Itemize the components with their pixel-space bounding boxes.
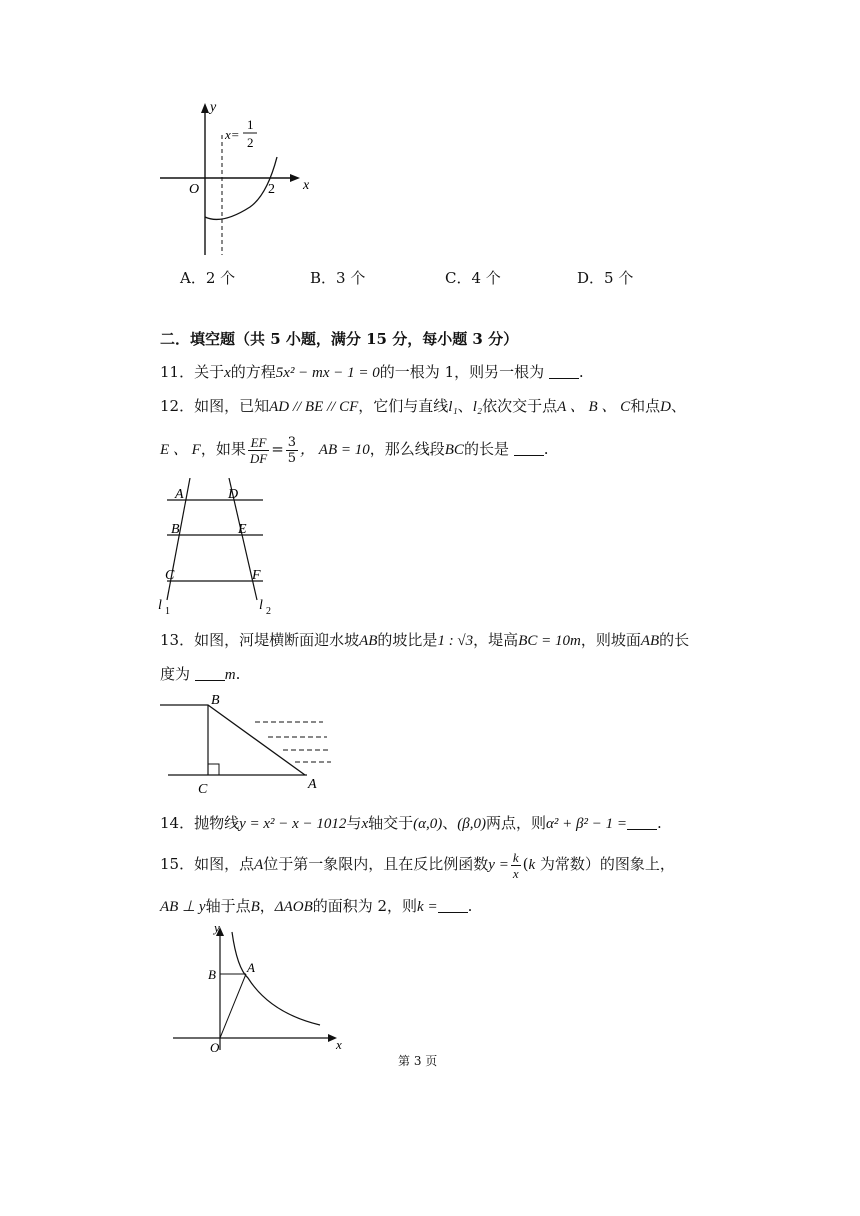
symmetry-numerator: 1 — [247, 117, 254, 132]
answer-blank-12[interactable] — [514, 441, 544, 456]
label-l1: l — [158, 598, 162, 613]
label-a: A — [308, 777, 317, 792]
answer-blank-11[interactable] — [549, 364, 579, 379]
question-12-line-2: E 、 F，如果 $\frac{EF}{DF}$ = $\frac{3}{5}$ ， AB = 10，那么线段BC的长是 . — [160, 434, 549, 466]
slope-ab — [160, 705, 305, 775]
question-15-line-2: AB ⊥ y轴于点B，ΔAOB的面积为 2，则k = . — [160, 897, 473, 915]
label-a: A — [247, 960, 255, 975]
label-l2: l — [259, 598, 263, 613]
question-11: 11．关于x的方程5x² − mx − 1 = 0的一根为 1，则另一根为 . — [160, 363, 584, 381]
label-c: C — [165, 568, 175, 583]
y-axis-arrow — [201, 103, 209, 113]
page-number: 第 3 页 — [398, 1054, 438, 1068]
symmetry-eq-label: x= — [225, 127, 240, 142]
segment-oa — [220, 974, 246, 1038]
label-a: A — [175, 487, 184, 502]
root-label: 2 — [268, 182, 275, 197]
section-2-title: 二．填空题（共 5 小题，满分 15 分，每小题 3 分） — [160, 330, 519, 348]
question-13-line-2: 度为 m. — [160, 665, 241, 683]
label-f: F — [252, 568, 261, 583]
label-b: B — [211, 693, 220, 708]
y-label: y — [214, 920, 220, 935]
label-o: O — [210, 1040, 220, 1055]
figure-parallel-lines — [155, 478, 280, 618]
origin-label: O — [189, 182, 200, 197]
figure-hyperbola — [170, 918, 355, 1058]
label-d: D — [228, 487, 239, 502]
x-label: x — [336, 1037, 342, 1052]
option-b: B．3 个 — [310, 269, 366, 287]
parabola-curve — [205, 157, 277, 219]
label-l1-sub: 1 — [165, 606, 170, 617]
answer-blank-13[interactable] — [195, 666, 225, 681]
label-b: B — [208, 967, 216, 982]
x-label: x — [303, 178, 310, 193]
right-angle-mark — [208, 764, 219, 775]
hyperbola-curve — [232, 932, 320, 1025]
option-c: C．4 个 — [445, 269, 501, 287]
option-a: A．2 个 — [180, 269, 236, 287]
label-l2-sub: 2 — [266, 606, 271, 617]
symmetry-denominator: 2 — [247, 135, 254, 150]
label-b: B — [171, 522, 180, 537]
option-d: D．5 个 — [577, 269, 634, 287]
label-e: E — [238, 522, 247, 537]
answer-blank-14[interactable] — [627, 815, 657, 830]
question-12-line-1: 12．如图，已知AD // BE // CF，它们与直线l₁、l₂依次交于点A 、 B 、 C和点D、 — [160, 397, 687, 415]
figure-parabola — [155, 95, 315, 260]
answer-blank-15[interactable] — [438, 898, 468, 913]
question-14: 14．抛物线y = x² − x − 1012与x轴交于(α,0)、(β,0)两点，则α² + β² − 1 = . — [160, 814, 662, 832]
question-15-line-1: 15．如图，点A位于第一象限内，且在反比例函数y = $\frac{k}{x}$ (k 为常数）的图象上， — [160, 849, 675, 881]
question-13-line-1: 13．如图，河堤横断面迎水坡AB的坡比是1 : √3，堤高BC = 10m，则坡面AB的长 — [160, 631, 690, 649]
figure-embankment — [155, 692, 340, 797]
x-axis-arrow — [290, 174, 300, 182]
label-c: C — [198, 782, 208, 797]
y-label: y — [210, 100, 217, 115]
